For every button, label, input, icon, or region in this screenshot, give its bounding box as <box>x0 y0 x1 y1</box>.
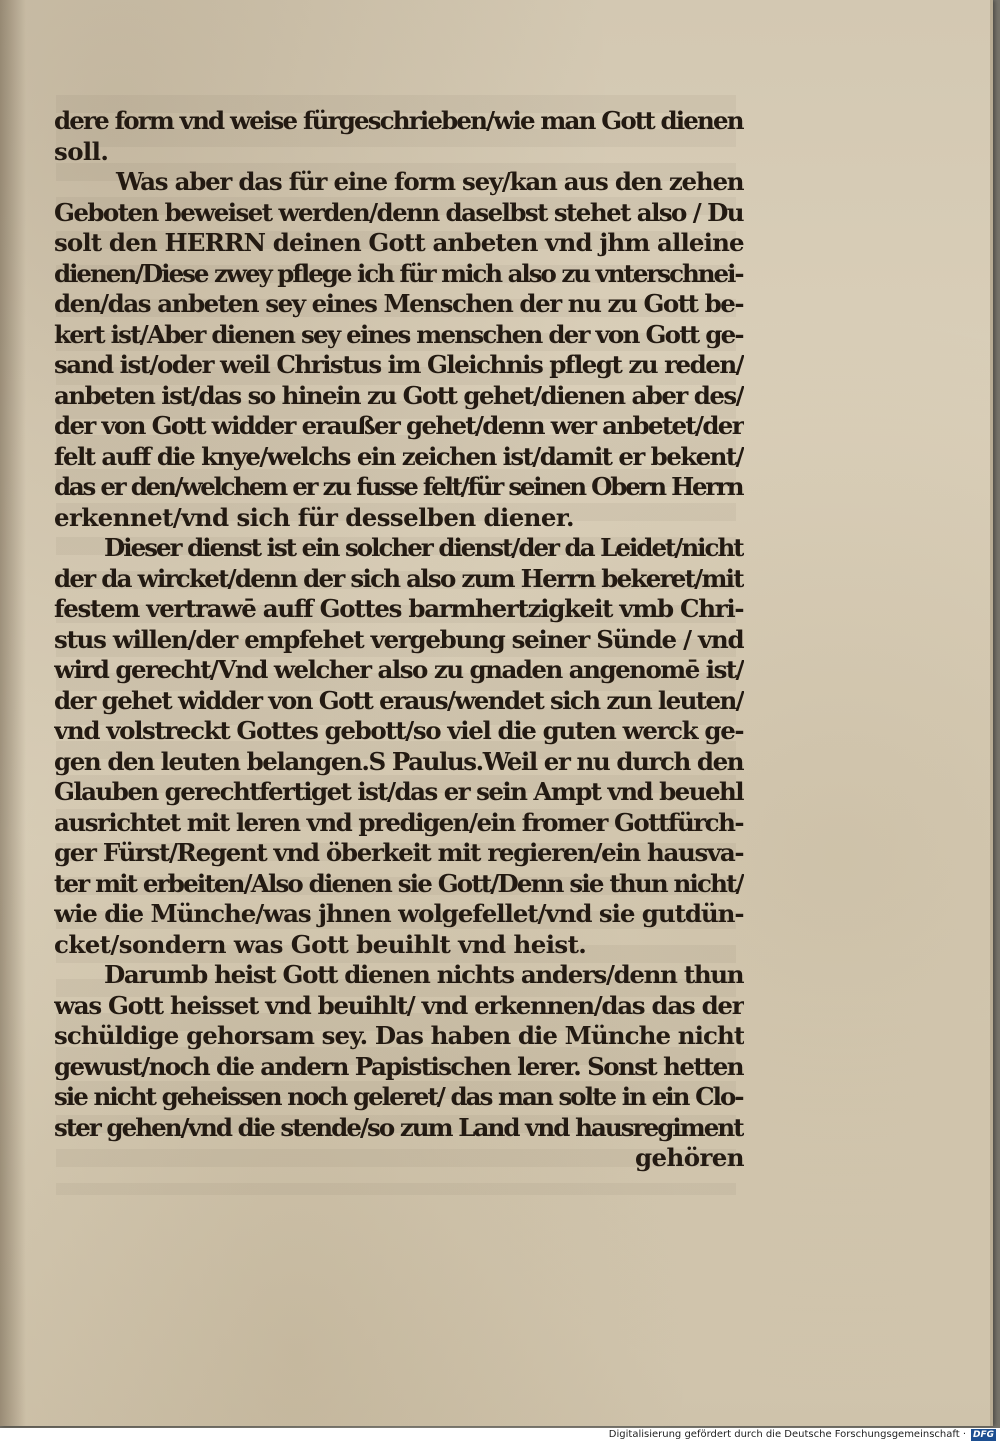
text-line: solt den HERRN deinen Gott anbeten vnd jhm alleine <box>54 228 744 257</box>
text-line: wird gerecht/Vnd welcher also zu gnaden angenomē ist/ <box>54 655 744 684</box>
page-text-block <box>54 106 744 1174</box>
text-line: ger Fürst/Regent vnd öberkeit mit regieren/ein hausva- <box>54 838 744 867</box>
text-line: schüldige gehorsam sey. Das haben die Münche nicht <box>54 1021 744 1050</box>
text-line: ter mit erbeiten/Also dienen sie Gott/Denn sie thun nicht/ <box>54 868 743 898</box>
text-line: Geboten beweiset werden/denn daselbst stehet also / Du <box>54 197 744 227</box>
text-line: was Gott heisset vnd beuihlt/ vnd erkennen/das das der <box>54 990 744 1020</box>
text-line: gewust/noch die andern Papistischen lerer. Sonst hetten <box>54 1051 744 1081</box>
text-line: ster gehen/vnd die stende/so zum Land vnd hausregiment <box>54 1112 743 1142</box>
text-line: Darumb heist Gott dienen nichts anders/denn thun <box>104 960 744 989</box>
text-line: vnd volstreckt Gottes gebott/so viel die guten werck ge- <box>54 716 744 745</box>
text-line: gen den leuten belangen.S Paulus.Weil er nu durch den <box>54 746 744 776</box>
text-line: festem vertrawē auff Gottes barmhertzigkeit vmb Chri- <box>54 594 744 623</box>
text-line: der da wircket/denn der sich also zum Herrn bekeret/mit <box>54 563 743 593</box>
text-line: den/das anbeten sey eines Menschen der nu zu Gott be- <box>54 289 744 318</box>
text-line: ausrichtet mit leren vnd predigen/ein fromer Gottfürch- <box>54 807 744 837</box>
text-line: Dieser dienst ist ein solcher dienst/der da Leidet/nicht <box>104 533 743 562</box>
page-gutter-shadow <box>0 0 26 1426</box>
text-line: sand ist/oder weil Christus im Gleichnis pflegt zu reden/ <box>54 350 744 379</box>
text-line: das er den/welchem er zu fusse felt/für seinen Obern Herrn <box>54 472 743 501</box>
text-line: wie die Münche/was jhnen wolgefellet/vnd sie gutdün- <box>54 899 744 928</box>
text-line: cket/sondern was Gott beuihlt vnd heist. <box>54 929 587 959</box>
text-line: kert ist/Aber dienen sey eines menschen der von Gott ge- <box>54 319 743 349</box>
text-line: Glauben gerechtfertiget ist/das er sein Ampt vnd beuehl <box>54 777 744 806</box>
text-line: anbeten ist/das so hinein zu Gott gehet/dienen aber des/ <box>54 380 744 410</box>
text-line: stus willen/der empfehet vergebung seiner Sünde / vnd <box>54 624 744 654</box>
text-line: dere form vnd weise fürgeschrieben/wie man Gott dienen <box>54 106 743 135</box>
text-line: der gehet widder von Gott eraus/wendet sich zun leuten/ <box>54 685 743 715</box>
text-line: dienen/Diese zwey pflege ich für mich also zu vnterschnei- <box>54 258 743 288</box>
text-line: der von Gott widder eraußer gehet/denn wer anbetet/der <box>54 411 743 440</box>
text-line: Was aber das für eine form sey/kan aus den zehen <box>116 167 744 196</box>
text-line: sie nicht geheissen noch geleret/ das man solte in ein Clo- <box>54 1082 743 1111</box>
catchword: gehören <box>635 1143 744 1172</box>
text-line: erkennet/vnd sich für desselben diener. <box>54 502 574 532</box>
digitization-footer <box>0 1428 1000 1442</box>
text-line: felt auff die knye/welchs ein zeichen ist/damit er bekent/ <box>54 441 744 471</box>
text-line: soll. <box>54 136 109 166</box>
dfg-logo: DFG <box>972 1430 994 1440</box>
funding-credit: Digitalisierung gefördert durch die Deutsche Forschungsgemeinschaft · <box>608 1429 966 1440</box>
